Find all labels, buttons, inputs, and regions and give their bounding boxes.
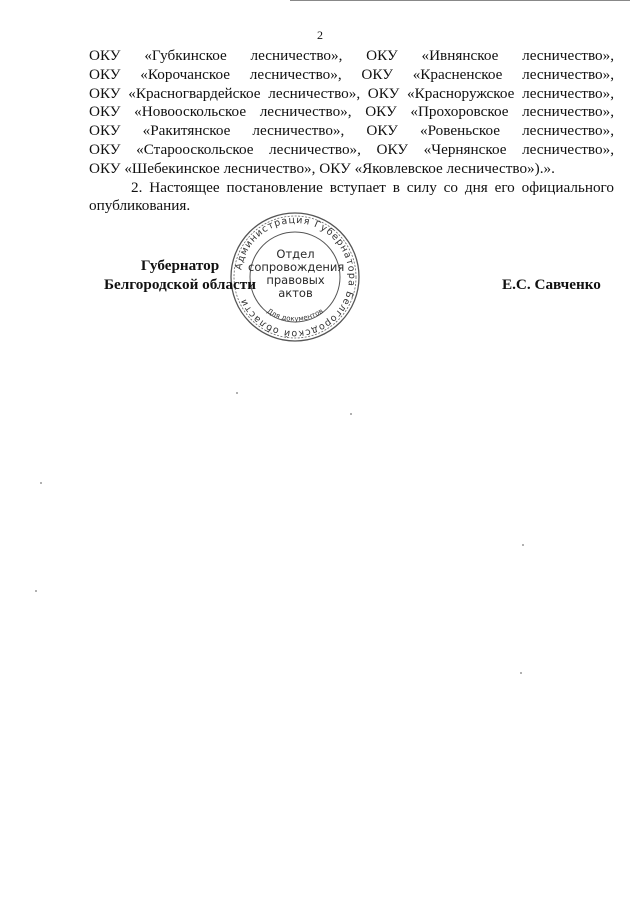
svg-text:Для документов: [265, 307, 324, 323]
scan-speck: [35, 590, 37, 592]
document-body: [89, 47, 614, 216]
seal-inner-line: правовых: [266, 273, 325, 287]
signatory-name: Е.С. Савченко: [502, 276, 601, 293]
scan-speck: [40, 482, 42, 484]
page-number: 2: [317, 28, 323, 42]
paragraph-2-line-2: опубликования.: [89, 197, 191, 215]
seal-inner-line: Отдел: [276, 247, 315, 261]
body-line: ОКУ «Старооскольское лесничество», ОКУ «Чернянское лесничество»,: [89, 140, 614, 158]
paragraph-2-line-1: 2. Настоящее постановление вступает в силу со дня его официального: [131, 178, 614, 196]
position-line-1: Губернатор: [140, 257, 220, 274]
scan-speck: [520, 672, 522, 674]
signatory-position: [100, 256, 260, 294]
position-line-2: Белгородской области: [103, 276, 256, 293]
body-line: ОКУ «Корочанское лесничество», ОКУ «Красненское лесничество»,: [89, 65, 614, 83]
scan-speck: [350, 413, 352, 415]
scan-speck: [236, 392, 238, 394]
seal-center-text: [248, 248, 343, 300]
seal-inner-line: актов: [278, 286, 313, 300]
top-scan-edge: [290, 0, 630, 1]
body-line: ОКУ «Шебекинское лесничество», ОКУ «Яковлевское лесничество»).».: [89, 159, 555, 177]
seal-bottom-text: Для документов: [265, 307, 325, 324]
scan-speck: [522, 544, 524, 546]
body-line: ОКУ «Красногвардейское лесничество», ОКУ «Красноружское лесничество»,: [89, 84, 614, 102]
seal-outer-text: Администрация Губернатора Белгородской области: [233, 214, 358, 340]
body-line: ОКУ «Губкинское лесничество», ОКУ «Ивнянское лесничество»,: [89, 47, 614, 64]
seal-inner-line: сопровождения: [248, 260, 345, 274]
body-line: ОКУ «Новооскольское лесничество», ОКУ «Прохоровское лесничество»,: [89, 103, 614, 121]
body-line: ОКУ «Ракитянское лесничество», ОКУ «Ровеньское лесничество»,: [89, 122, 614, 140]
